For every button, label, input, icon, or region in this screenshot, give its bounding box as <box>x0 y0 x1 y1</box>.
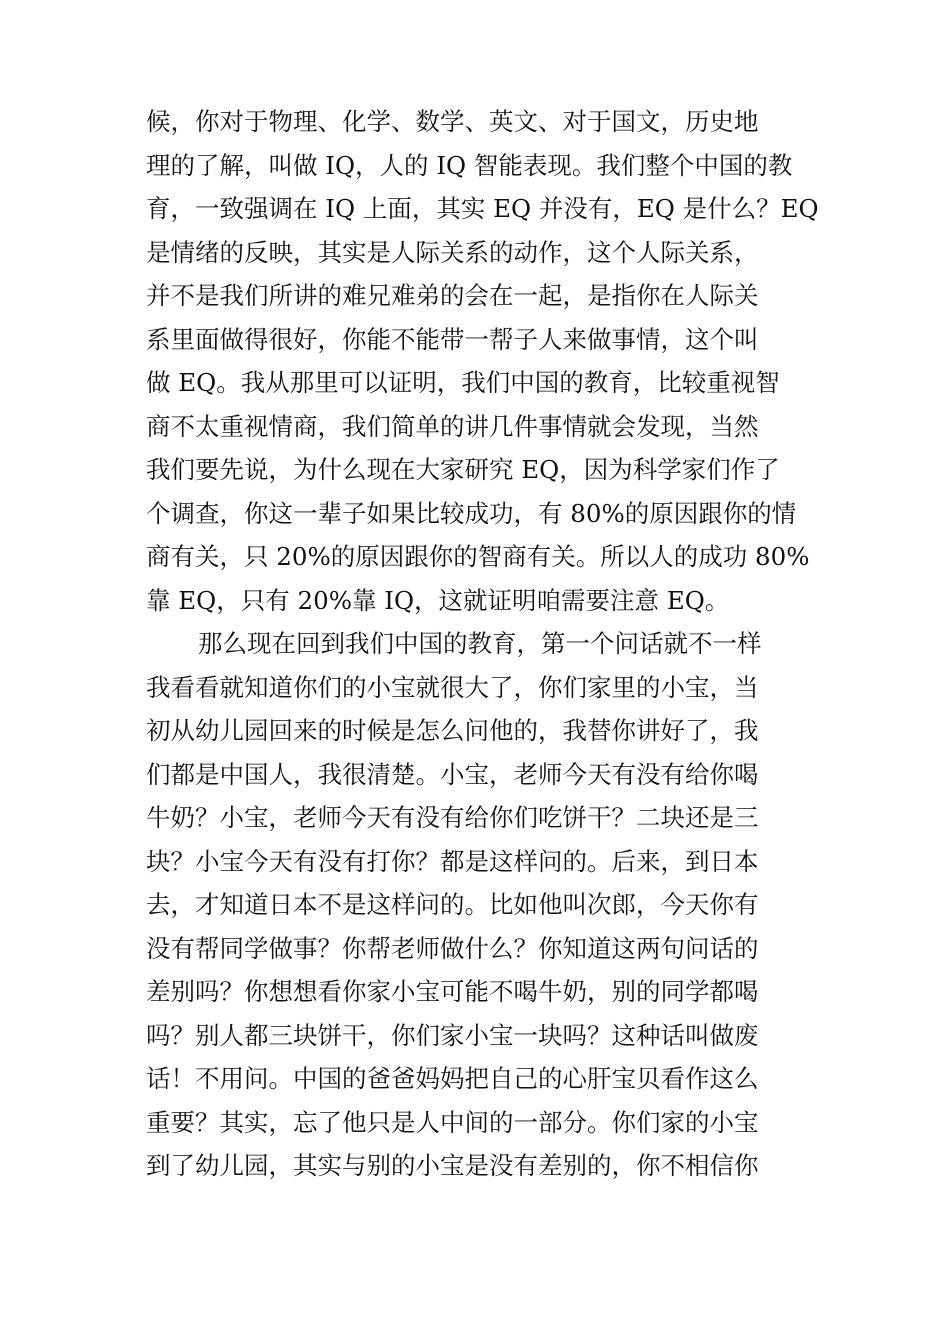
text-line: 靠 EQ，只有 20%靠 IQ，这就证明咱需要注意 EQ。 <box>146 585 730 615</box>
text-line: 差别吗？你想想看你家小宝可能不喝牛奶，别的同学都喝 <box>146 977 759 1006</box>
text-line: 系里面做得很好，你能不能带一帮子人来做事情，这个叫 <box>146 324 759 354</box>
text-line: 到了幼儿园，其实与别的小宝是没有差别的，你不相信你 <box>146 1151 759 1180</box>
text-line: 并不是我们所讲的难兄难弟的会在一起，是指你在人际关 <box>146 281 759 310</box>
text-line: 商不太重视情商，我们简单的讲几件事情就会发现，当然 <box>146 411 759 441</box>
text-line: 是情绪的反映，其实是人际关系的动作，这个人际关系， <box>146 237 759 267</box>
text-line: 做 EQ。我从那里可以证明，我们中国的教育，比较重视智 <box>146 368 780 397</box>
text-line: 去，才知道日本不是这样问的。比如他叫次郎，今天你有 <box>146 890 759 919</box>
text-line: 没有帮同学做事？你帮老师做什么？你知道这两句问话的 <box>146 933 759 963</box>
text-line: 理的了解，叫做 IQ，人的 IQ 智能表现。我们整个中国的教 <box>146 150 793 180</box>
text-line: 我们要先说，为什么现在大家研究 EQ，因为科学家们作了 <box>146 455 780 484</box>
text-line: 初从幼儿园回来的时候是怎么问他的，我替你讲好了，我 <box>146 716 759 745</box>
text-line: 块？小宝今天有没有打你？都是这样问的。后来，到日本 <box>146 846 759 876</box>
text-line: 牛奶？小宝，老师今天有没有给你们吃饼干？二块还是三 <box>146 803 759 832</box>
text-line: 个调查，你这一辈子如果比较成功，有 80%的原因跟你的情 <box>146 498 797 528</box>
text-line: 话！不用问。中国的爸爸妈妈把自己的心肝宝贝看作这么 <box>146 1064 759 1093</box>
paragraph-start-line: 那么现在回到我们中国的教育，第一个问话就不一样 <box>198 629 762 658</box>
body-text <box>146 100 819 1188</box>
text-line: 们都是中国人，我很清楚。小宝，老师今天有没有给你喝 <box>146 759 759 789</box>
text-line: 吗？别人都三块饼干，你们家小宝一块吗？这种话叫做废 <box>146 1020 759 1050</box>
text-line: 商有关，只 20%的原因跟你的智商有关。所以人的成功 80% <box>146 542 810 571</box>
text-line: 我看看就知道你们的小宝就很大了，你们家里的小宝，当 <box>146 672 759 702</box>
text-line: 重要？其实，忘了他只是人中间的一部分。你们家的小宝 <box>146 1107 759 1137</box>
text-line: 育，一致强调在 IQ 上面，其实 EQ 并没有，EQ 是什么？EQ <box>146 194 819 223</box>
text-line: 候，你对于物理、化学、数学、英文、对于国文，历史地 <box>146 107 759 136</box>
